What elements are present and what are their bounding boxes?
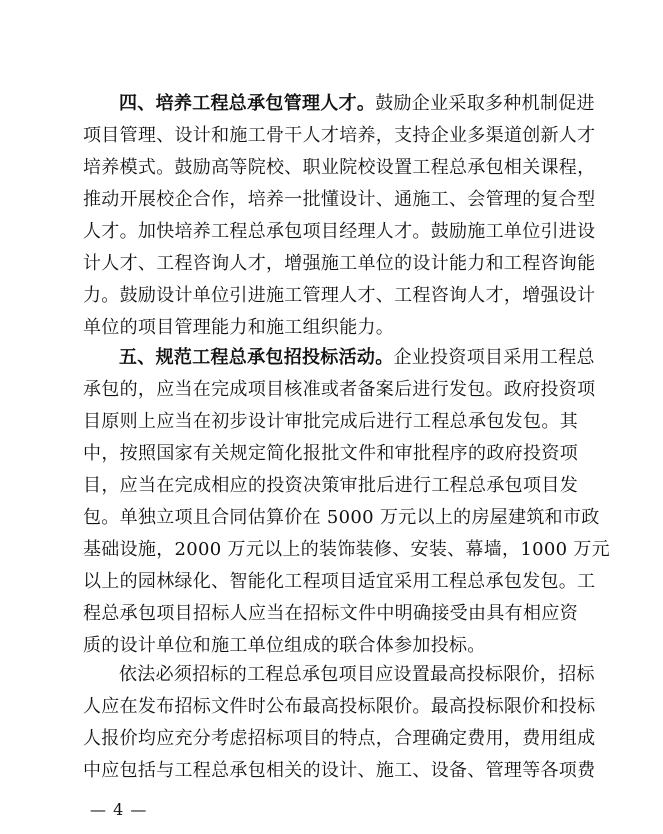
section-5-line-6: 包。单独立项且合同估算价在 5000 万元以上的房屋建筑和市政 [83,507,600,528]
bidding-limit-line-3: 人报价均应充分考虑招标项目的特点，合理确定费用，费用组成 [83,728,596,749]
section-5-line-1 [119,345,595,371]
section-4-line-2: 项目管理、设计和施工骨干人才培养，支持企业多渠道创新人才 [83,125,596,146]
section-5-line-9: 程总承包项目招标人应当在招标文件中明确接受由具有相应资 [83,603,578,624]
section-4-line-5: 人才。加快培养工程总承包项目经理人才。鼓励施工单位引进设 [83,221,596,242]
section-5-line-2: 承包的，应当在完成项目核准或者备案后进行发包。政府投资项 [83,379,596,400]
section-5-line-8: 以上的园林绿化、智能化工程项目适宜采用工程总承包发包。工 [83,571,596,592]
section-4-line-6: 计人才、工程咨询人才，增强施工单位的设计能力和工程咨询能 [83,253,596,274]
section-4-line-1 [119,91,595,117]
section-5-line-5: 目，应当在完成相应的投资决策审批后进行工程总承包项目发 [83,475,578,496]
section-4-line-4: 推动开展校企合作，培养一批懂设计、通施工、会管理的复合型 [83,189,596,210]
bidding-limit-line-4: 中应包括与工程总承包相关的设计、施工、设备、管理等各项费 [83,760,596,781]
page-number: — 4 — [90,800,148,819]
section-4-heading: 四、培养工程总承包管理人才。 [119,93,376,114]
section-5-line-4: 中，按照国家有关规定简化报批文件和审批程序的政府投资项 [83,443,578,464]
section-5-line-10: 质的设计单位和施工单位组成的联合体参加投标。 [83,635,486,656]
bidding-limit-line-1: 依法必须招标的工程总承包项目应设置最高投标限价，招标 [119,664,595,685]
section-5-line-7: 基础设施，2000 万元以上的装饰装修、安装、幕墙，1000 万元 [83,539,610,560]
bidding-limit-line-2: 人应在发布招标文件时公布最高投标限价。最高投标限价和投标 [83,696,596,717]
section-4-line-8: 单位的项目管理能力和施工组织能力。 [83,317,395,338]
section-4-line-3: 培养模式。鼓励高等院校、职业院校设置工程总承包相关课程， [83,157,596,178]
section-4-line-7: 力。鼓励设计单位引进施工管理人才、工程咨询人才，增强设计 [83,285,596,306]
section-5-line-3: 目原则上应当在初步设计审批完成后进行工程总承包发包。其 [83,411,578,432]
section-4-line-1-text: 鼓励企业采取多种机制促进 [375,93,595,114]
section-5-line-1-text: 企业投资项目采用工程总 [393,347,595,368]
section-5-heading: 五、规范工程总承包招投标活动。 [119,347,394,368]
